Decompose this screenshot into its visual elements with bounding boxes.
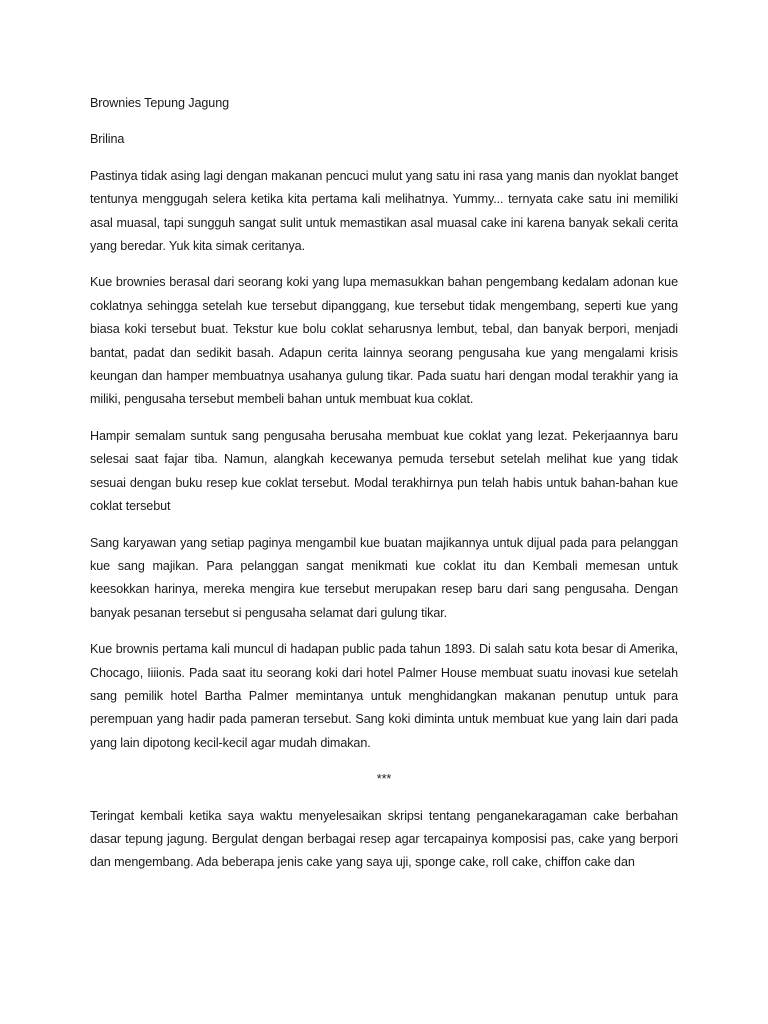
- paragraph-3: Hampir semalam suntuk sang pengusaha berusaha membuat kue coklat yang lezat. Pekerjaannya baru selesai saat fajar tiba. Namun, alangkah kecewanya pemuda tersebut setelah melihat kue yang tidak sesuai dengan buku resep kue coklat tersebut. Modal terakhirnya pun telah habis untuk bahan-bahan kue coklat tersebut: [90, 428, 678, 514]
- document-author: Brilina: [90, 132, 125, 147]
- document-title: Brownies Tepung Jagung: [90, 96, 229, 110]
- paragraph-closing: Teringat kembali ketika saya waktu menyelesaikan skripsi tentang penganekaragaman cake berbahan dasar tepung jagung. Bergulat dengan berbagai resep agar tercapainya komposisi pas, cake yang berpori dan mengembang. Ada beberapa jenis cake yang saya uji, sponge cake, roll cake, chiffon cake dan: [90, 808, 678, 870]
- paragraph-1: Pastinya tidak asing lagi dengan makanan pencuci mulut yang satu ini rasa yang manis dan nyoklat banget tentunya menggugah selera ketika kita pertama kali melihatnya. Yummy... ternyata cake satu ini memiliki asal muasal, tapi sungguh sangat sulit untuk memastikan asal muasal cake ini karena banyak sekali cerita yang beredar. Yuk kita simak ceritanya.: [90, 168, 678, 254]
- paragraph-4: Sang karyawan yang setiap paginya mengambil kue buatan majikannya untuk dijual pada para pelanggan kue sang majikan. Para pelanggan sangat menikmati kue coklat itu dan Kembali memesan untuk keesokkan harinya, mereka mengira kue tersebut merupakan resep baru dari sang pengusaha. Dengan banyak pesanan tersebut si pengusaha selamat dari gulung tikar.: [90, 535, 678, 620]
- section-separator: ***: [376, 772, 392, 787]
- paragraph-5: Kue brownis pertama kali muncul di hadapan public pada tahun 1893. Di salah satu kota besar di Amerika, Chocago, Iiiionis. Pada saat itu seorang koki dari hotel Palmer House membuat suatu inovasi kue setelah sang pemilik hotel Bartha Palmer memintanya untuk menghidangkan makanan penutup untuk para perempuan yang hadir pada pameran tersebut. Sang koki diminta untuk membuat kue yang lain dari pada yang lain dipotong kecil-kecil agar mudah dimakan.: [90, 642, 678, 750]
- paragraph-2: Kue brownies berasal dari seorang koki yang lupa memasukkan bahan pengembang kedalam adonan kue coklatnya sehingga setelah kue tersebut dipanggang, kue tersebut tidak mengembang, seperti kue yang biasa koki tersebut buat. Tekstur kue bolu coklat seharusnya lembut, tebal, dan banyak berpori, menjadi bantat, padat dan sedikit basah. Adapun cerita lainnya seorang pengusaha kue yang mengalami krisis keungan dan hamper membuatnya usahanya gulung tikar. Pada suatu hari dengan modal terakhir yang ia miliki, pengusaha tersebut membeli bahan untuk membuat kua coklat.: [90, 275, 678, 407]
- document-body: [90, 92, 678, 888]
